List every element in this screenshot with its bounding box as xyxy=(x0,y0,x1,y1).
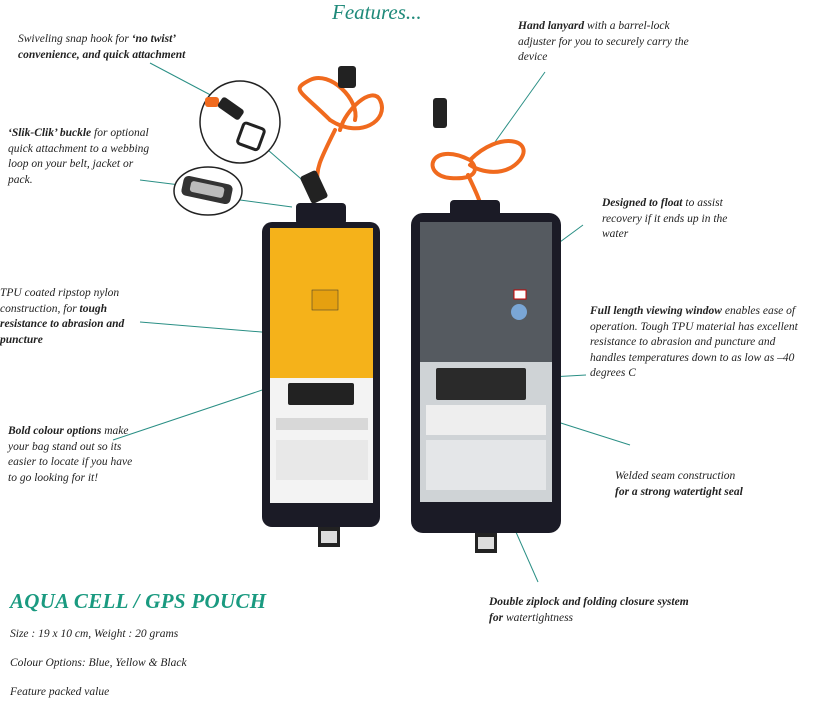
buckle-annotation: ‘Slik-Clik’ buckle for optional quick attachment to a webbing loop on your belt, jacket or pack. xyxy=(8,127,150,186)
float-annotation: Designed to float to assist recovery if it ends up in the water xyxy=(602,197,728,240)
seam-annotation: Welded seam construction for a strong watertight seal xyxy=(615,470,743,498)
ziplock-annotation: Double ziplock and folding closure system for watertightness xyxy=(489,596,689,624)
window-annotation: Full length viewing window enables ease of operation. Tough TPU material has excellent resistance to abrasion and puncture and handles temperatures down to as low as –40 degrees C xyxy=(590,305,798,379)
left-lanyard-lock xyxy=(338,66,356,88)
left-lanyard xyxy=(300,78,382,185)
product-colours: Colour Options: Blue, Yellow & Black xyxy=(10,657,187,669)
buckle-callout xyxy=(174,167,242,215)
product-size: Size : 19 x 10 cm, Weight : 20 grams xyxy=(10,628,179,640)
left-pouch xyxy=(262,203,380,547)
right-lanyard-lock xyxy=(433,98,447,128)
page-title: Features... xyxy=(332,0,422,24)
right-lanyard xyxy=(433,141,524,210)
tpu-annotation: TPU coated ripstop nylon construction, for tough resistance to abrasion and puncture xyxy=(0,287,125,346)
snap-hook-annotation: Swiveling snap hook for ‘no twist’ convenience, and quick attachment xyxy=(18,33,186,61)
product-title: AQUA CELL / GPS POUCH xyxy=(10,589,267,613)
lanyard-annotation: Hand lanyard with a barrel-lock adjuster for you to securely carry the device xyxy=(518,20,689,63)
product-value: Feature packed value xyxy=(10,686,110,698)
colour-annotation: Bold colour options make your bag stand out so its easier to locate if you have to go looking for it! xyxy=(8,425,133,484)
snap-hook-callout xyxy=(200,81,280,163)
right-pouch xyxy=(411,200,561,553)
